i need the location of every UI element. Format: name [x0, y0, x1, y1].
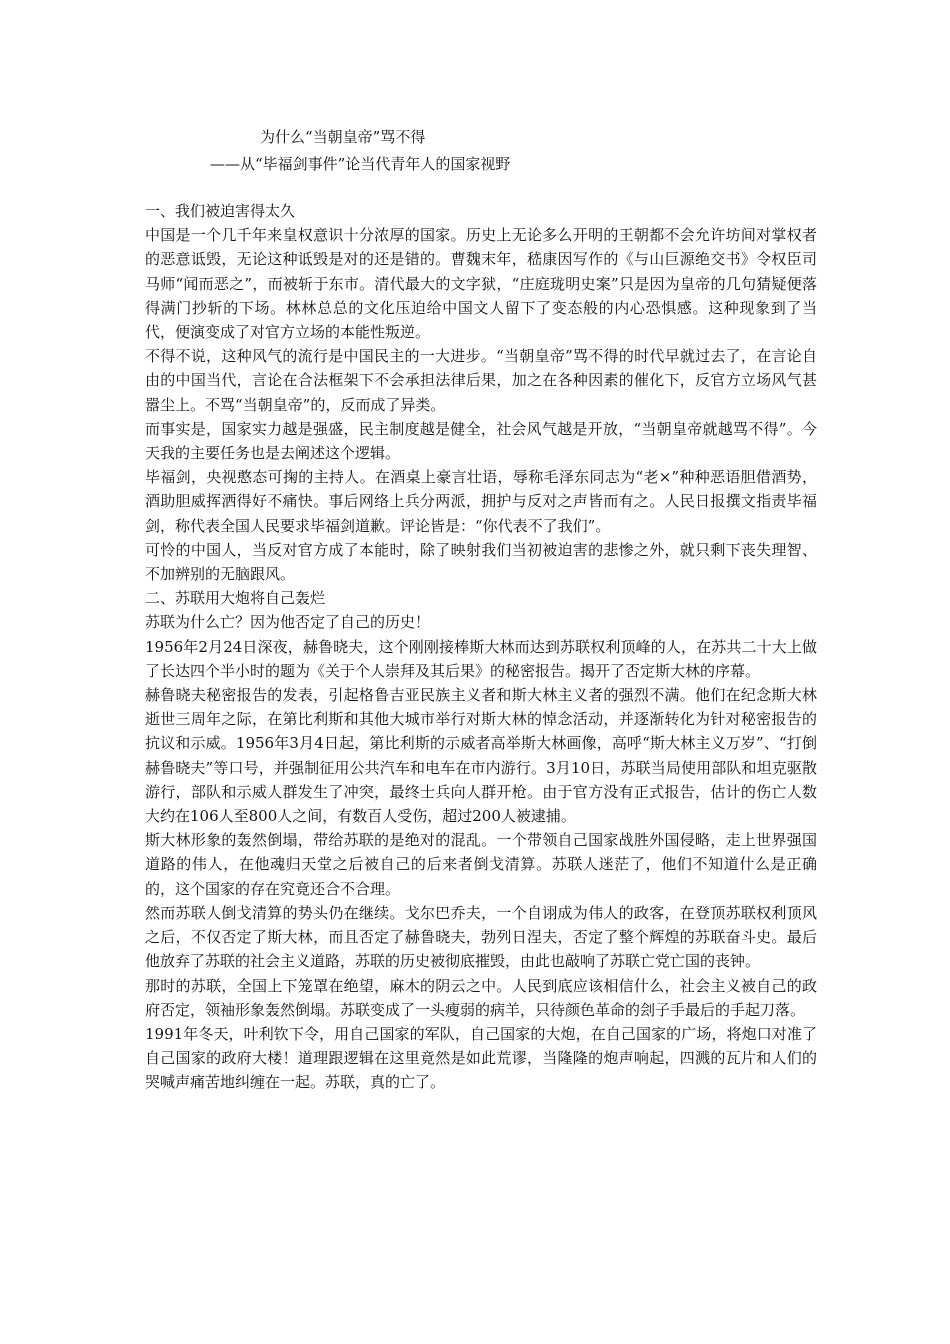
paragraph: 中国是一个几千年来皇权意识十分浓厚的国家。历史上无论多么开明的王朝都不会允许坊间对掌权者的恶意诋毁，无论这种诋毁是对的还是错的。曹魏末年，嵇康因写作的《与山巨源绝交书》令权臣司马师“闻而恶之”，而被斩于东市。清代最大的文字狱，“庄庭珑明史案”只是因为皇帝的几句猜疑便落得满门抄斩的下场。林林总总的文化压迫给中国文人留下了变态般的内心恐惧感。这种现象到了当代，便演变成了对官方立场的本能性叛逆。: [145, 226, 817, 342]
paragraph: 苏联为什么亡？因为他否定了自己的历史！: [145, 613, 431, 632]
paragraph: 赫鲁晓夫秘密报告的发表，引起格鲁吉亚民族主义者和斯大林主义者的强烈不满。他们在纪念斯大林逝世三周年之际，在第比利斯和其他大城市举行对斯大林的悼念活动，并逐渐转化为针对秘密报告的抗议和示威。1956年3月4日起，第比利斯的示威者高举斯大林画像，高呼“斯大林主义万岁”、“打倒赫鲁晓夫”等口号，并强制征用公共汽车和电车在市内游行。3月10日，苏联当局使用部队和坦克驱散游行，部队和示威人群发生了冲突，最终士兵向人群开枪。由于官方没有正式报告，估计的伤亡人数大约在106人至800人之间，有数百人受伤，超过200人被逮捕。: [145, 686, 817, 826]
paragraph: 斯大林形象的轰然倒塌，带给苏联的是绝对的混乱。一个带领自己国家战胜外国侵略，走上世界强国道路的伟人，在他魂归天堂之后被自己的后来者倒戈清算。苏联人迷茫了，他们不知道什么是正确的，这个国家的存在究竟还合不合理。: [145, 831, 817, 898]
paragraph: 毕福剑，央视憨态可掬的主持人。在酒桌上豪言壮语，辱称毛泽东同志为“老×”种种恶语胆借酒势，酒助胆威挥洒得好不痛快。事后网络上兵分两派，拥护与反对之声皆而有之。人民日报撰文指责毕福剑，称代表全国人民要求毕福剑道歉。评论皆是：“你代表不了我们”。: [145, 468, 817, 535]
paragraph: 可怜的中国人，当反对官方成了本能时，除了映射我们当初被迫害的悲惨之外，就只剩下丧失理智、不加辨别的无脑跟风。: [145, 540, 817, 584]
document-title: 为什么“当朝皇帝”骂不得: [260, 128, 426, 146]
document-body: [145, 199, 817, 1095]
section-heading-1: 一、我们被迫害得太久: [145, 202, 296, 220]
paragraph: 1956年2月24日深夜，赫鲁晓夫，这个刚刚接棒斯大林而达到苏联权利顶峰的人，在苏共二十大上做了长达四个半小时的题为《关于个人崇拜及其后果》的秘密报告。揭开了否定斯大林的序幕。: [145, 637, 817, 680]
paragraph: 然而苏联人倒戈清算的势头仍在继续。戈尔巴乔夫，一个自诩成为伟人的政客，在登顶苏联权利顶风之后，不仅否定了斯大林，而且否定了赫鲁晓夫，勃列日涅夫，否定了整个辉煌的苏联奋斗史。最后他放弃了苏联的社会主义道路，苏联的历史被彻底摧毁，由此也敲响了苏联亡党亡国的丧钟。: [145, 903, 817, 971]
document-subtitle: ——从“毕福剑事件”论当代青年人的国家视野: [210, 155, 511, 173]
paragraph: 1991年冬天，叶利钦下令，用自己国家的军队，自己国家的大炮，在自己国家的广场，将炮口对准了自己国家的政府大楼！道理跟逻辑在这里竟然是如此荒谬，当隆隆的炮声响起，四溅的瓦片和人们的哭喊声痛苦地纠缠在一起。苏联，真的亡了。: [145, 1024, 817, 1092]
paragraph: 不得不说，这种风气的流行是中国民主的一大进步。“当朝皇帝”骂不得的时代早就过去了，在言论自由的中国当代，言论在合法框架下不会承担法律后果，加之在各种因素的催化下，反官方立场风气甚嚣尘上。不骂“当朝皇帝”的，反而成了异类。: [145, 347, 817, 414]
paragraph: 那时的苏联，全国上下笼罩在绝望，麻木的阴云之中。人民到底应该相信什么，社会主义被自己的政府否定，领袖形象轰然倒塌。苏联变成了一头瘦弱的病羊，只待颜色革命的刽子手最后的手起刀落。: [145, 976, 817, 1019]
section-heading-2: 二、苏联用大炮将自己轰烂: [145, 589, 326, 608]
paragraph: 而事实是，国家实力越是强盛，民主制度越是健全，社会风气越是开放，“当朝皇帝就越骂不得”。今天我的主要任务也是去阐述这个逻辑。: [145, 419, 817, 463]
